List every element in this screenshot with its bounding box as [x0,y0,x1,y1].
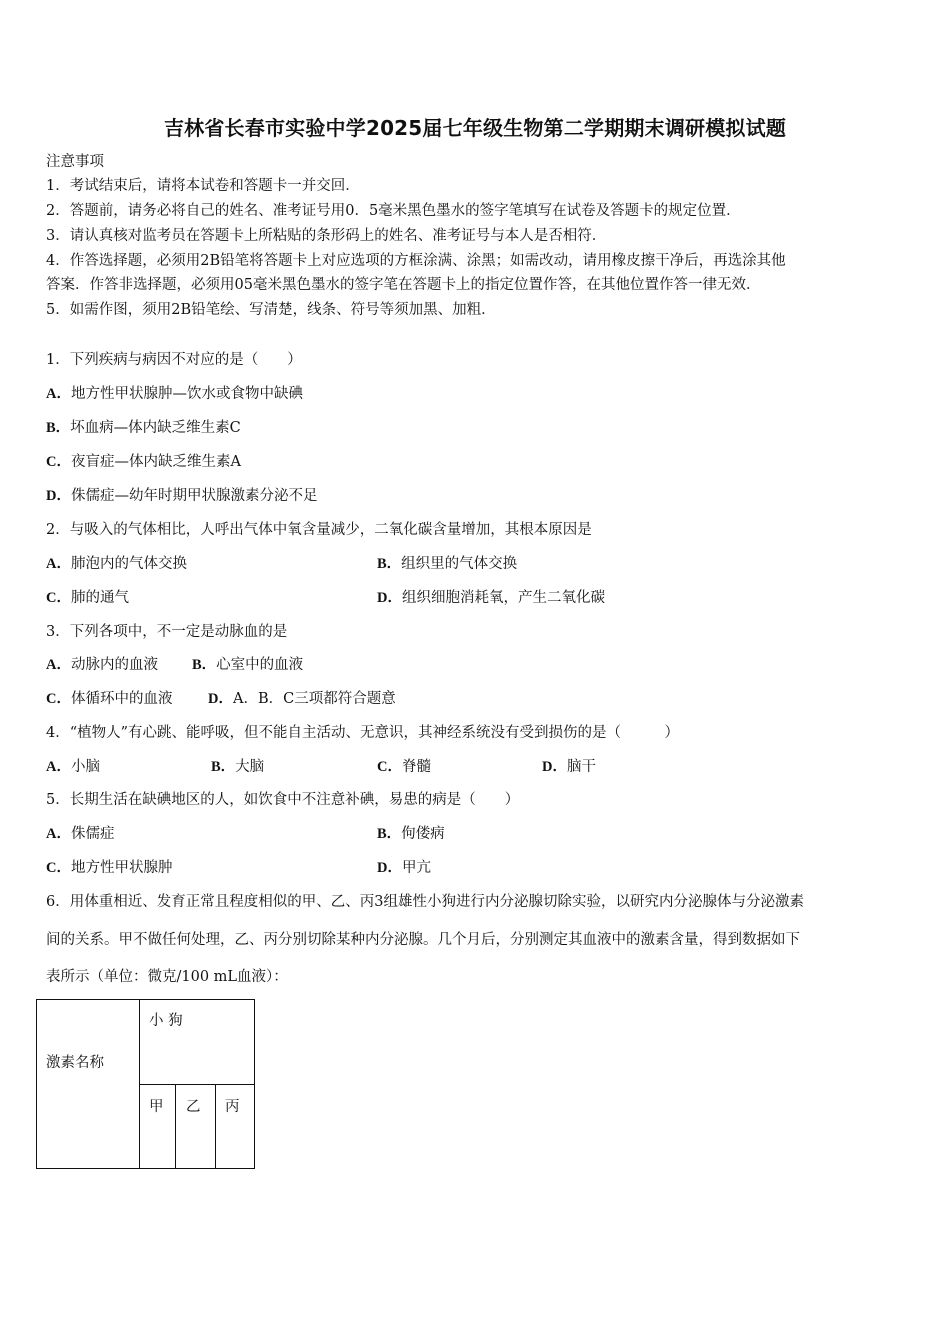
option-text: 心室中的血液 [216,657,304,673]
option-label: A． [46,826,71,842]
table-col-header: 乙 [186,1099,201,1115]
q2-option-b [377,554,517,574]
notice-item-4-cont: 答案．作答非选择题，必须用05毫米黑色墨水的签字笔在答题卡上的指定位置作答，在其他位置作答一律无效． [46,277,761,293]
option-label: A． [46,657,71,673]
q5-option-d [377,858,431,878]
notice-item-5: 5．如需作图，须用2B铅笔绘、写清楚，线条、符号等须加黑、加粗． [46,302,496,318]
hormone-table [36,999,255,1169]
option-text: 大脑 [235,759,265,775]
q2-option-d [377,588,605,608]
q4-option-a [46,757,100,777]
q5-option-b [377,824,445,844]
option-text: 小脑 [70,759,100,775]
option-text: 佝偻病 [401,826,445,842]
q6-stem-line-3: 表所示（单位：微克/100 mL血液）： [46,969,288,985]
q3-option-b [192,655,303,675]
option-label: C． [377,759,402,775]
option-text: 夜盲症—体内缺乏维生素A [70,454,241,470]
option-text: 甲亢 [401,860,431,876]
option-label: C． [46,691,71,707]
option-label: B． [46,420,71,436]
table-cell-hormone-name [36,999,140,1169]
option-text: 组织细胞消耗氧，产生二氧化碳 [401,590,605,606]
q3-option-d [208,689,396,709]
q2-stem: 2．与吸入的气体相比，人呼出气体中氧含量减少，二氧化碳含量增加，其根本原因是 [46,522,592,538]
option-text: 肺的通气 [70,590,129,606]
option-label: B． [377,826,402,842]
option-text: 动脉内的血液 [70,657,158,673]
q2-option-a [46,554,187,574]
q1-stem: 1．下列疾病与病因不对应的是（ ） [46,352,302,368]
q5-option-c [46,858,172,878]
table-col-header: 甲 [149,1099,164,1115]
option-label: D． [46,488,71,504]
notice-item-1: 1．考试结束后，请将本试卷和答题卡一并交回． [46,178,360,194]
option-text: 地方性甲状腺肿—饮水或食物中缺碘 [70,386,303,402]
q3-stem: 3．下列各项中，不一定是动脉血的是 [46,624,288,640]
option-text: 侏儒症 [70,826,115,842]
option-label: D． [208,691,233,707]
q5-option-a [46,824,114,844]
option-label: A． [46,386,71,402]
option-label: B． [211,759,236,775]
option-label: B． [377,556,402,572]
q2-option-c [46,588,129,608]
page-title: 吉林省长春市实验中学2025届七年级生物第二学期期末调研模拟试题 [163,116,787,140]
table-col-header: 丙 [225,1099,240,1115]
option-label: A． [46,759,71,775]
q6-stem-line-2: 间的关系。甲不做任何处理，乙、丙分别切除某种内分泌腺。几个月后，分别测定其血液中的激素含量，得到数据如下 [46,932,800,948]
notice-item-3: 3．请认真核对监考员在答题卡上所粘贴的条形码上的姓名、准考证号与本人是否相符． [46,228,607,244]
option-text: 脑干 [566,759,596,775]
q4-stem: 4．“植物人”有心跳、能呼吸，但不能自主活动、无意识，其神经系统没有受到损伤的是（ ） [46,725,680,741]
option-text: A．B．C三项都符合题意 [232,691,396,707]
option-text: 地方性甲状腺肿 [70,860,173,876]
notice-item-2: 2．答题前，请务必将自己的姓名、准考证号用0．5毫米黑色墨水的签字笔填写在试卷及答题卡的规定位置． [46,203,741,219]
q4-option-c [377,757,431,777]
q1-option-b [46,418,241,438]
option-label: A． [46,556,71,572]
q3-option-c [46,689,172,709]
option-text: 肺泡内的气体交换 [70,556,187,572]
option-label: D． [377,590,402,606]
q4-option-b [211,757,264,777]
option-text: 体循环中的血液 [70,691,173,707]
option-label: C． [46,454,71,470]
option-label: D． [542,759,567,775]
q3-option-a [46,655,158,675]
table-row-header: 激素名称 [46,1055,104,1071]
option-label: C． [46,590,71,606]
option-label: C． [46,860,71,876]
notice-heading: 注意事项 [46,154,104,170]
q1-option-a [46,384,303,404]
table-group-header: 小 狗 [149,1013,183,1029]
q6-stem-line-1: 6．用体重相近、发育正常且程度相似的甲、乙、丙3组雄性小狗进行内分泌腺切除实验，以研究内分泌腺体与分泌激素 [46,894,804,910]
option-text: 侏儒症—幼年时期甲状腺激素分泌不足 [70,488,318,504]
option-label: B． [192,657,217,673]
option-text: 脊髓 [401,759,431,775]
q4-option-d [542,757,596,777]
notice-item-4: 4．作答选择题，必须用2B铅笔将答题卡上对应选项的方框涂满、涂黑；如需改动，请用橡皮擦干净后，再选涂其他 [46,253,786,269]
option-text: 组织里的气体交换 [401,556,518,572]
q5-stem: 5．长期生活在缺碘地区的人，如饮食中不注意补碘，易患的病是（ ） [46,792,520,808]
q1-option-c [46,452,241,472]
q1-option-d [46,486,317,506]
option-label: D． [377,860,402,876]
option-text: 坏血病—体内缺乏维生素C [70,420,241,436]
